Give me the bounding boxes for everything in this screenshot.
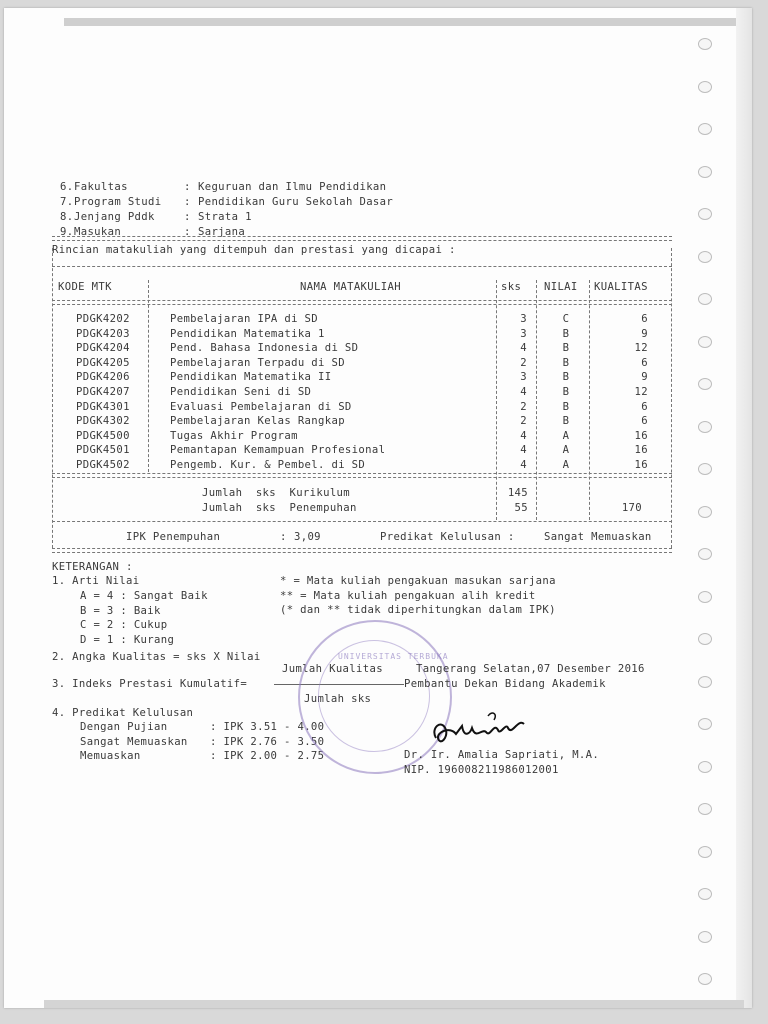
binder-hole xyxy=(698,676,712,688)
binder-hole xyxy=(698,888,712,900)
header-kualitas: KUALITAS xyxy=(594,281,648,293)
grade-item: A = 4 : Sangat Baik xyxy=(80,590,208,602)
info-colon: : xyxy=(184,196,191,208)
binder-hole xyxy=(698,208,712,220)
ipk-formula-denominator: Jumlah sks xyxy=(304,693,372,705)
table-top-rule xyxy=(52,236,672,241)
stamp-text: UNIVERSITAS TERBUKA xyxy=(338,652,449,661)
col-divider-2 xyxy=(496,280,497,520)
course-code: PDGK4500 xyxy=(76,429,130,442)
info-colon: : xyxy=(184,211,191,223)
course-name: Tugas Akhir Program xyxy=(170,429,298,442)
course-sks: 2 xyxy=(520,400,527,413)
course-sks: 2 xyxy=(520,356,527,369)
course-name: Pembelajaran IPA di SD xyxy=(170,313,319,325)
course-grade: C xyxy=(562,313,570,325)
totals-rule xyxy=(52,521,672,522)
scan-bottom-edge xyxy=(44,1000,744,1008)
binder-hole xyxy=(698,761,712,773)
course-sks: 4 xyxy=(520,444,527,457)
ipk-formula-numerator: Jumlah Kualitas xyxy=(282,663,383,675)
signatory-nip: NIP. 196008211986012001 xyxy=(404,764,559,776)
course-code: PDGK4202 xyxy=(76,313,130,325)
ipk-label: IPK Penempuhan xyxy=(126,531,221,543)
header-rule xyxy=(52,300,672,305)
course-grade: B xyxy=(562,356,570,369)
binder-hole xyxy=(698,973,712,985)
course-quality: 6 xyxy=(641,313,648,325)
course-quality: 6 xyxy=(641,415,648,428)
binder-hole xyxy=(698,38,712,50)
course-name: Pend. Bahasa Indonesia di SD xyxy=(170,342,359,355)
course-quality: 12 xyxy=(634,386,648,398)
table-right-border xyxy=(671,248,672,548)
binder-hole xyxy=(698,336,712,348)
course-grade: B xyxy=(562,415,570,428)
course-code: PDGK4302 xyxy=(76,415,130,428)
signatory-role: Pembantu Dekan Bidang Akademik xyxy=(404,678,606,690)
predikat-label: Sangat Memuaskan xyxy=(80,735,188,748)
total-label: Jumlah sks Kurikulum xyxy=(202,487,351,499)
info-number: 6. xyxy=(60,181,74,193)
course-sks: 4 xyxy=(520,429,527,442)
course-code: PDGK4203 xyxy=(76,327,130,340)
header-kode: KODE MTK xyxy=(58,281,112,293)
course-code: PDGK4502 xyxy=(76,459,130,471)
course-sks: 3 xyxy=(520,327,527,340)
course-quality: 16 xyxy=(634,459,648,471)
binder-hole xyxy=(698,633,712,645)
ipk-value: 3,09 xyxy=(294,531,321,543)
info-number: 8. xyxy=(60,211,74,223)
course-quality: 9 xyxy=(641,327,648,340)
signatory-name: Dr. Ir. Amalia Sapriati, M.A. xyxy=(404,749,600,761)
course-grade: A xyxy=(562,444,570,457)
binder-hole xyxy=(698,591,712,603)
course-sks: 2 xyxy=(520,415,527,428)
ipk-colon: : xyxy=(280,531,287,543)
predikat-range: : IPK 2.00 - 2.75 xyxy=(210,750,325,762)
course-grade: A xyxy=(562,459,570,471)
grade-item: C = 2 : Cukup xyxy=(80,619,168,631)
total-label: Jumlah sks Penempuhan xyxy=(202,502,357,514)
info-label: Program Studi xyxy=(74,196,162,208)
note-item: (* dan ** tidak diperhitungkan dalam IPK) xyxy=(280,604,556,616)
course-grade: A xyxy=(562,429,570,442)
info-colon: : xyxy=(184,181,191,193)
table-left-border xyxy=(52,248,53,548)
grade-item: B = 3 : Baik xyxy=(80,604,161,617)
course-name: Evaluasi Pembelajaran di SD xyxy=(170,400,352,413)
info-colon: : xyxy=(184,226,191,238)
grade-item: D = 1 : Kurang xyxy=(80,633,175,646)
angka-kualitas: 2. Angka Kualitas = sks X Nilai xyxy=(52,651,261,663)
binder-holes xyxy=(698,38,718,978)
ipk-formula-label: 3. Indeks Prestasi Kumulatif= xyxy=(52,678,248,690)
course-name: Pengemb. Kur. & Pembel. di SD xyxy=(170,459,366,471)
course-sks: 4 xyxy=(520,342,527,355)
course-sks: 3 xyxy=(520,313,527,325)
course-name: Pembelajaran Terpadu di SD xyxy=(170,356,345,369)
course-code: PDGK4501 xyxy=(76,444,130,457)
predikat-range: : IPK 3.51 - 4.00 xyxy=(210,721,325,733)
table-bottom-rule xyxy=(52,548,672,553)
course-sks: 4 xyxy=(520,386,527,398)
course-quality: 6 xyxy=(641,356,648,369)
header-nama: NAMA MATAKULIAH xyxy=(300,281,401,293)
info-label: Fakultas xyxy=(74,181,128,193)
col-divider-3 xyxy=(536,280,537,520)
info-number: 9. xyxy=(60,226,74,238)
course-quality: 9 xyxy=(641,371,648,384)
course-code: PDGK4301 xyxy=(76,400,130,413)
binder-hole xyxy=(698,166,712,178)
course-name: Pendidikan Seni di SD xyxy=(170,386,312,398)
course-grade: B xyxy=(562,386,570,398)
arti-nilai-title: 1. Arti Nilai xyxy=(52,575,140,587)
binder-hole xyxy=(698,421,712,433)
course-name: Pembelajaran Kelas Rangkap xyxy=(170,415,345,428)
info-value: Sarjana xyxy=(198,226,246,238)
binder-hole xyxy=(698,378,712,390)
document-page xyxy=(4,8,752,1008)
table-caption: Rincian matakuliah yang ditempuh dan prestasi yang dicapai : xyxy=(52,244,456,256)
binder-hole xyxy=(698,506,712,518)
total-sks: 55 xyxy=(514,502,528,514)
predikat-label: Predikat Kelulusan : xyxy=(380,531,515,543)
binder-hole xyxy=(698,548,712,560)
course-grade: B xyxy=(562,327,570,340)
info-value: Keguruan dan Ilmu Pendidikan xyxy=(198,181,387,193)
predikat-range: : IPK 2.76 - 3.50 xyxy=(210,735,325,748)
predikat-title: 4. Predikat Kelulusan xyxy=(52,707,194,719)
course-quality: 12 xyxy=(634,342,648,355)
info-label: Jenjang Pddk xyxy=(74,211,155,223)
course-sks: 3 xyxy=(520,371,527,384)
note-item: * = Mata kuliah pengakuan masukan sarjana xyxy=(280,575,556,587)
handwritten-signature xyxy=(428,708,538,754)
course-code: PDGK4207 xyxy=(76,386,130,398)
course-grade: B xyxy=(562,371,570,384)
binder-hole xyxy=(698,846,712,858)
binder-hole xyxy=(698,293,712,305)
binder-hole xyxy=(698,81,712,93)
course-grade: B xyxy=(562,342,570,355)
course-code: PDGK4205 xyxy=(76,356,130,369)
course-sks: 4 xyxy=(520,459,527,471)
info-value: Strata 1 xyxy=(198,211,252,223)
binder-hole xyxy=(698,251,712,263)
caption-rule xyxy=(52,266,672,267)
binder-hole xyxy=(698,931,712,943)
info-value: Pendidikan Guru Sekolah Dasar xyxy=(198,196,394,208)
binder-hole xyxy=(698,718,712,730)
course-code: PDGK4204 xyxy=(76,342,130,355)
col-divider-1 xyxy=(148,280,149,472)
info-label: Masukan xyxy=(74,226,122,238)
binder-hole xyxy=(698,803,712,815)
course-quality: 16 xyxy=(634,429,648,442)
scan-right-edge xyxy=(736,8,752,1008)
course-name: Pemantapan Kemampuan Profesional xyxy=(170,444,386,457)
info-number: 7. xyxy=(60,196,74,208)
predikat-value: Sangat Memuaskan xyxy=(544,531,652,543)
total-quality: 170 xyxy=(621,502,642,514)
predikat-label: Dengan Pujian xyxy=(80,721,168,733)
course-name: Pendidikan Matematika 1 xyxy=(170,327,325,340)
binder-hole xyxy=(698,123,712,135)
course-quality: 16 xyxy=(634,444,648,457)
course-code: PDGK4206 xyxy=(76,371,130,384)
keterangan-title: KETERANGAN : xyxy=(52,561,133,573)
course-quality: 6 xyxy=(641,400,648,413)
course-grade: B xyxy=(562,400,570,413)
predikat-label: Memuaskan xyxy=(80,750,141,762)
note-item: ** = Mata kuliah pengakuan alih kredit xyxy=(280,589,536,602)
col-divider-4 xyxy=(589,280,590,520)
binder-hole xyxy=(698,463,712,475)
header-sks: sks xyxy=(501,281,522,293)
scan-top-edge xyxy=(64,18,744,26)
total-sks: 145 xyxy=(507,487,528,499)
course-name: Pendidikan Matematika II xyxy=(170,371,332,384)
header-nilai: NILAI xyxy=(544,281,578,293)
place-date: Tangerang Selatan,07 Desember 2016 xyxy=(416,663,645,675)
rows-bottom-rule xyxy=(52,473,672,478)
